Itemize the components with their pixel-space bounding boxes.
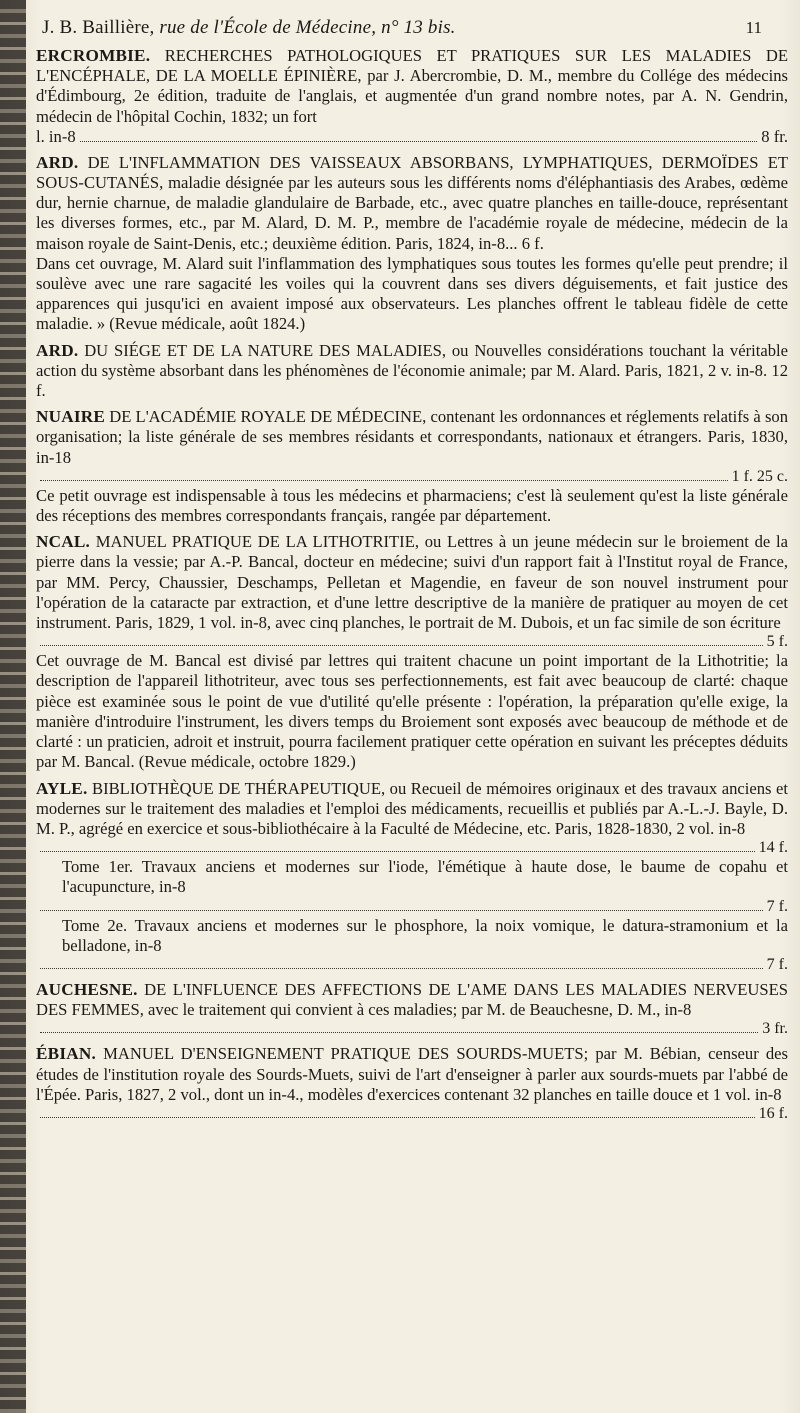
entry-author: ERCROMBIE. <box>36 46 151 65</box>
entry-review-note: Cet ouvrage de M. Bancal est divisé par lettres qui traitent chacune un point important de la Lithotritie; la description de l'appareil lithotriteur, avec tous ses perfectionnements, est fait avec beaucoup de clarté: chaque pièce est examinée sous le point de vue d'utilité qu'elle présente : l'opération, la préparation qu'elle exige, la manière d'introduire l'instrument, les divers temps du Broiement sont exposés avec beaucoup de méthode et de clarté : un praticien, adroit et instruit, pourra facilement pratiquer cette opération en suivant les préceptes déduits par M. Bancal. (Revue médicale, octobre 1829.) <box>36 651 788 772</box>
tome-price-line <box>36 898 788 916</box>
entry-price-line <box>36 468 788 486</box>
book-binding-edge <box>0 0 26 1413</box>
entry-tome <box>36 857 788 897</box>
leader-dots <box>40 645 763 646</box>
entry-format: l. in-8 <box>36 126 76 146</box>
leader-dots <box>80 127 758 142</box>
entry-price-line <box>36 839 788 857</box>
entry-body <box>36 1044 788 1105</box>
catalogue-page <box>36 14 788 1404</box>
entry-author: ARD. <box>36 340 79 360</box>
entry-price: 16 f. <box>758 1104 788 1122</box>
entry-text: DE L'INFLUENCE DES AFFECTIONS DE L'AME DANS LES MALADIES NERVEUSES DES FEMMES, avec le traitement qui convient à ces maladies; par M. de Beauchesne, D. M., in-8 <box>36 979 788 1020</box>
leader-dots <box>40 480 728 481</box>
entry-price: 1 f. 25 c. <box>731 467 788 485</box>
tome-text: Tome 2e. Travaux anciens et modernes sur le phosphore, la noix vomique, le datura-stramonium et la belladone, in-8 <box>62 915 788 955</box>
catalogue-entry <box>36 153 788 335</box>
entry-text: DU SIÉGE ET DE LA NATURE DES MALADIES, ou Nouvelles considérations touchant la véritable action du système absorbant dans les phénomènes de l'économie animale; par M. Alard. Paris, 1821, 2 v. in-8. 12 f. <box>36 340 788 401</box>
entry-price-line <box>36 1105 788 1123</box>
entry-body <box>36 341 788 402</box>
entry-text: BIBLIOTHÈQUE DE THÉRAPEUTIQUE, ou Recueil de mémoires originaux et des travaux anciens et modernes sur le traitement des maladies et l'emploi des médicaments, recueillis et publiés par A.-L.-J. Bayle, D. M. P., agrégé en exercice et sous-bibliothécaire à la Faculté de Médecine, etc. Paris, 1828-1830, 2 vol. in-8 <box>36 778 788 838</box>
entry-tome <box>36 916 788 956</box>
entry-body <box>36 532 788 633</box>
entry-text: DE L'ACADÉMIE ROYALE DE MÉDECINE, contenant les ordonnances et réglements relatifs à son organisation; la liste générale de ses membres résidants et correspondants, nationaux et étrangers. Paris, 1830, in-18 <box>36 407 788 467</box>
entry-body <box>36 153 788 254</box>
tome-price: 7 f. <box>766 897 788 915</box>
entry-body <box>36 980 788 1020</box>
leader-dots <box>40 1032 758 1033</box>
entry-author: AUCHESNE. <box>36 979 138 999</box>
entry-text: MANUEL D'ENSEIGNEMENT PRATIQUE DES SOURDS-MUETS; par M. Bébian, censeur des études de l'institution royale des Sourds-Muets, suivi de l'art d'enseigner à parler aux sourds-muets par l'abbé de l'Épée. Paris, 1827, 2 vol., dont un in-4., modèles d'exercices contenant 32 planches en taille douce et 1 vol. in-8 <box>36 1044 788 1104</box>
entry-body <box>36 779 788 840</box>
tome-text: Tome 1er. Travaux anciens et modernes sur l'iode, l'émétique à haute dose, le baume de copahu et l'acupuncture, in-8 <box>62 857 788 897</box>
catalogue-entry <box>36 779 788 974</box>
entry-author: AYLE. <box>36 778 88 798</box>
entry-review-note: Dans cet ouvrage, M. Alard suit l'inflammation des lymphatiques sous toutes les formes qu'elle peut prendre; il soulève avec une rare sagacité les voiles qui la couvrent dans ses divers déguisements, et fait justice des apparences qui jusqu'ici en avaient imposé aux observateurs. Les planches offrent le tableau fidèle de cette maladie. » (Revue médicale, août 1824.) <box>36 253 788 334</box>
entry-author: ARD. <box>36 152 79 172</box>
entry-price: 5 f. <box>766 633 788 651</box>
publisher-address: rue de l'École de Médecine, n° 13 bis. <box>159 17 456 38</box>
entry-price-line <box>36 633 788 651</box>
entry-author: NCAL. <box>36 532 90 552</box>
publisher-name: J. B. Baillière, <box>42 17 155 38</box>
entry-body <box>36 407 788 468</box>
entry-text: RECHERCHES PATHOLOGIQUES ET PRATIQUES SUR LES MALADIES DE L'ENCÉPHALE, DE LA MOELLE ÉPINIÈRE, par J. Abercrombie, D. M., membre du Collége des médecins d'Édimbourg, 2e édition, traduite de l'anglais, et augmentée d'un grand nombre notes, par A. N. Gendrin, médecin de l'hôpital Cochin, 1832; un fort <box>36 46 788 126</box>
tome-price: 7 f. <box>766 955 788 973</box>
entry-price-line <box>36 127 788 147</box>
publisher-line <box>42 16 456 40</box>
catalogue-entry <box>36 46 788 147</box>
entry-price-line <box>36 1020 788 1038</box>
running-header <box>42 16 788 40</box>
entry-author: NUAIRE <box>36 407 106 427</box>
entry-text: DE L'INFLAMMATION DES VAISSEAUX ABSORBANS, LYMPHATIQUES, DERMOÏDES ET SOUS-CUTANÉS, maladie désignée par les auteurs sous les différents noms d'éléphantiasis des Arabes, œdème dur, hernie charnue, de maladie glandulaire de Barbade, etc., avec quatre planches en taille-douce, représentant les diverses formes, etc., par M. Alard, D. M. P., membre de l'académie royale de médecine, médecin de la maison royale de Saint-Denis, etc.; deuxième édition. Paris, 1824, in-8... 6 f. <box>36 152 788 253</box>
tome-price-line <box>36 956 788 974</box>
catalogue-entry <box>36 1044 788 1123</box>
leader-dots <box>40 1117 755 1118</box>
leader-dots <box>40 968 763 969</box>
entry-price: 14 f. <box>758 839 788 857</box>
entry-price: 3 fr. <box>762 1020 788 1038</box>
catalogue-entry <box>36 407 788 526</box>
entry-price: 8 fr. <box>761 126 788 146</box>
leader-dots <box>40 910 763 911</box>
catalogue-entry <box>36 341 788 402</box>
catalogue-entry <box>36 980 788 1038</box>
entry-text: MANUEL PRATIQUE DE LA LITHOTRITIE, ou Lettres à un jeune médecin sur le broiement de la pierre dans la vessie; par A.-P. Bancal, docteur en médecine; suivi d'un rapport fait à l'Institut royal de France, par MM. Percy, Chaussier, Deschamps, Pelletan et Magendie, en faveur de son nouvel instrument pour l'opération de la cataracte par extraction, et d'une lettre descriptive de la manière de pratiquer au moyen de cet instrument. Paris, 1829, 1 vol. in-8, avec cinq planches, le portrait de M. Dubois, et un fac simile de son écriture <box>36 532 788 633</box>
page-number: 11 <box>745 18 762 37</box>
leader-dots <box>40 851 755 852</box>
catalogue-entry <box>36 532 788 772</box>
entry-author: ÉBIAN. <box>36 1044 96 1064</box>
entry-review-note: Ce petit ouvrage est indispensable à tous les médecins et pharmaciens; c'est là seulement qu'est la liste générale des réceptions des membres correspondants français, rangée par département. <box>36 485 788 526</box>
entry-body <box>36 46 788 127</box>
